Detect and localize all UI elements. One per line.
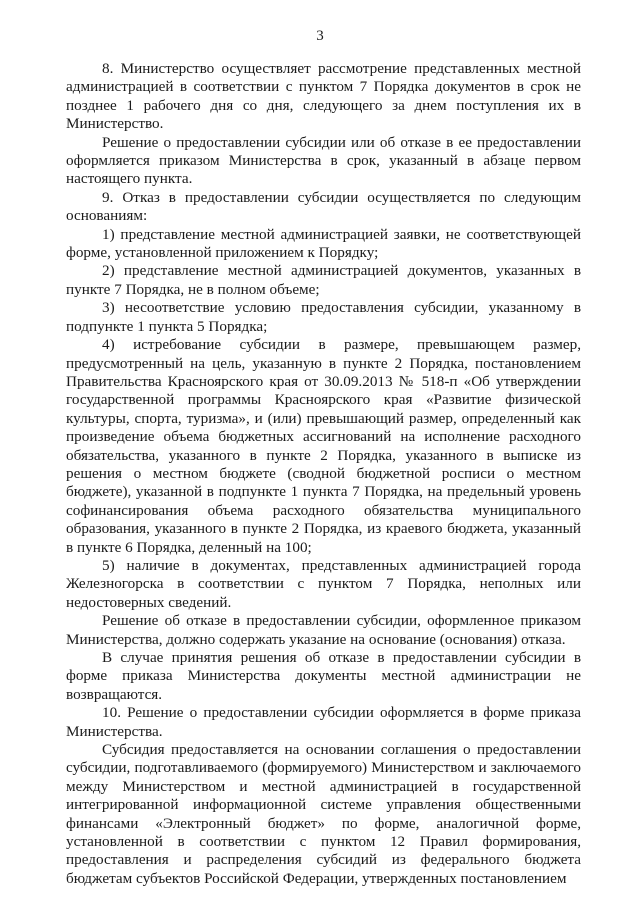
paragraph-documents-not-returned: В случае принятия решения об отказе в предоставлении субсидии в форме приказа Министерства документы местной администрации не возвращаются.: [66, 649, 581, 703]
list-item-1: 1) представление местной администрацией заявки, не соответствующей форме, установленной приложением к Порядку;: [66, 225, 581, 262]
paragraph-agreement: Субсидия предоставляется на основании соглашения о предоставлении субсидии, подготавливаемого (формируемого) Министерством и заключаемого между Министерством и местной администрацией в государственной интегрированной информационной системе управления общественными финансами «Электронный бюджет» по форме, аналогичной форме, установленной в соответствии с пунктом 12 Правил формирования, предоставления и распределения субсидий из федерального бюджета бюджетам субъектов Российской Федерации, утвержденных постановлением: [66, 741, 581, 887]
list-item-4: 4) истребование субсидии в размере, превышающем размер, предусмотренный на цель, указанную в пункте 2 Порядка, постановлением Правительства Красноярского края от 30.09.2013 № 518-п «Об утверждении государственной программы Красноярского края «Развитие физической культуры, спорта, туризма», и (или) превышающий размер, определенный как произведение объема бюджетных ассигнований на исполнение расходного обязательства, указанного в пункте 2 Порядка, указанного в выписке из решения о местном бюджете (сводной бюджетной росписи о местном бюджете), указанной в подпункте 1 пункта 7 Порядка, на предельный уровень софинансирования объема расходного обязательства муниципального образования, указанного в пункте 2 Порядка, из краевого бюджета, указанный в пункте 6 Порядка, деленный на 100;: [66, 336, 581, 556]
list-item-2: 2) представление местной администрацией документов, указанных в пункте 7 Порядка, не в полном объеме;: [66, 262, 581, 298]
paragraph-9: 9. Отказ в предоставлении субсидии осуществляется по следующим основаниям:: [66, 188, 581, 225]
paragraph-decision-timing: Решение о предоставлении субсидии или об отказе в ее предоставлении оформляется приказом Министерства в срок, указанный в абзаце первом настоящего пункта.: [66, 133, 581, 188]
document-body: [66, 60, 581, 888]
list-item-3: 3) несоответствие условию предоставления субсидии, указанному в подпункте 1 пункта 5 Порядка;: [66, 299, 581, 335]
paragraph-10: 10. Решение о предоставлении субсидии оформляется в форме приказа Министерства.: [66, 704, 581, 740]
paragraph-refusal-basis: Решение об отказе в предоставлении субсидии, оформленное приказом Министерства, должно содержать указание на основание (основания) отказа.: [66, 612, 581, 648]
paragraph-8: 8. Министерство осуществляет рассмотрение представленных местной администрацией в соответствии с пунктом 7 Порядка документов в срок не позднее 1 рабочего дня со дня, следующего за днем поступления их в Министерство.: [66, 60, 581, 133]
page-number: 3: [316, 28, 324, 44]
list-item-5: 5) наличие в документах, представленных администрацией города Железногорска в соответствии с пунктом 7 Порядка, неполных или недостоверных сведений.: [66, 556, 581, 611]
